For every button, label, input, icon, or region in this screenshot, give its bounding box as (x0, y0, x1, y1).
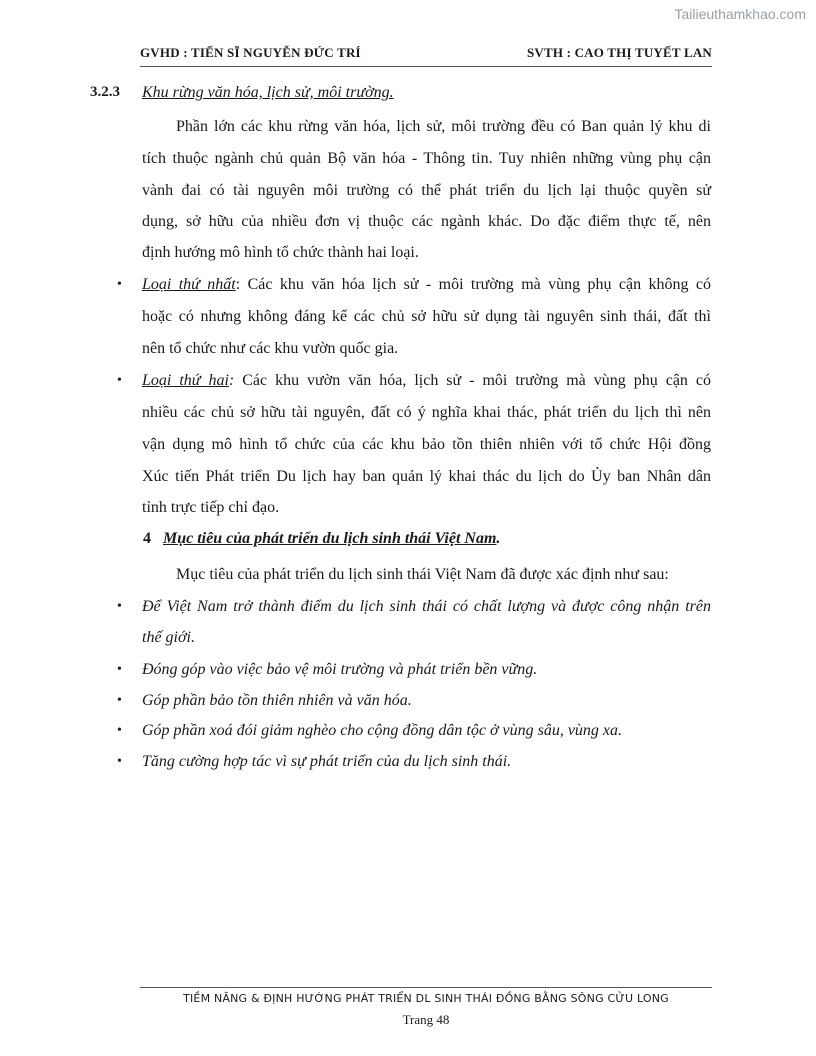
bullet-label: Loại thứ nhất (142, 276, 236, 293)
bullet-item-first-type (142, 275, 711, 295)
header-rule (140, 66, 712, 67)
bullet-line: vận dụng mô hình tổ chức của các khu bảo tồn thiên nhiên với tổ chức Hội đồng (142, 436, 711, 453)
header-advisor: GVHD : TIẾN SĨ NGUYỄN ĐỨC TRÍ (140, 45, 361, 60)
paragraph-line: tích thuộc ngành chủ quản Bộ văn hóa - Thông tin. Tuy nhiên những vùng phụ cận (142, 150, 711, 167)
bullet-line: nhiều các chủ sở hữu tài nguyên, đất có ý nghĩa khai thác, phát triển du lịch thì nên (142, 404, 711, 421)
bullet-line: Xúc tiến Phát triển Du lịch hay ban quản lý khai thác du lịch do Ủy ban Nhân dân (142, 468, 711, 485)
section-4-title (163, 530, 500, 548)
section-4-title-text: Mục tiêu của phát triển du lịch sinh thái Việt Nam (163, 530, 497, 547)
bullet-line: nên tổ chức như các khu vườn quốc gia. (142, 340, 399, 357)
goal-item: Đóng góp vào việc bảo vệ môi trường và phát triển bền vững. (142, 661, 538, 678)
bullet-marker: • (117, 599, 122, 614)
bullet-text: Các khu vườn văn hóa, lịch sử - môi trường mà vùng phụ cận có (234, 372, 711, 389)
goal-item: Tăng cường hợp tác vì sự phát triển của du lịch sinh thái. (142, 753, 512, 770)
section-number: 3.2.3 (90, 84, 120, 100)
goal-item: Góp phần bảo tồn thiên nhiên và văn hóa. (142, 692, 412, 709)
bullet-marker: • (117, 662, 122, 677)
footer-rule (140, 987, 712, 988)
bullet-line: tỉnh trực tiếp chỉ đạo. (142, 499, 280, 516)
bullet-marker: • (117, 373, 122, 388)
bullet-marker: • (117, 723, 122, 738)
bullet-marker: • (117, 693, 122, 708)
goal-item: Để Việt Nam trở thành điểm du lịch sinh thái có chất lượng và được công nhận trên (142, 598, 711, 615)
goal-item-cont: thế giới. (142, 629, 195, 646)
section-4-intro: Mục tiêu của phát triển du lịch sinh thái Việt Nam đã được xác định như sau: (176, 566, 669, 583)
goal-item: Góp phần xoá đói giảm nghèo cho cộng đồng dân tộc ở vùng sâu, vùng xa. (142, 722, 623, 739)
watermark: Tailieuthamkhao.com (674, 6, 806, 22)
bullet-line: hoặc có nhưng không đáng kể các chủ sở hữu sử dụng tài nguyên sinh thái, đất thì (142, 308, 711, 325)
bullet-marker: • (117, 277, 122, 292)
bullet-sep: : (228, 372, 235, 389)
section-title: Khu rừng văn hóa, lịch sử, môi trường. (142, 84, 394, 101)
paragraph-line: Phần lớn các khu rừng văn hóa, lịch sử, môi trường đều có Ban quản lý khu di (176, 118, 711, 135)
footer-title: TIỀM NĂNG & ĐỊNH HƯỚNG PHÁT TRIỂN DL SINH THÁI ĐỒNG BẰNG SÔNG CỬU LONG (183, 992, 669, 1005)
bullet-text: Các khu văn hóa lịch sử - môi trường mà vùng phụ cận không có (240, 276, 711, 293)
section-4-number: 4 (143, 530, 151, 547)
paragraph-line: dụng, sở hữu của nhiều đơn vị thuộc các ngành khác. Do đặc điểm thực tế, nên (142, 213, 711, 230)
bullet-marker: • (117, 754, 122, 769)
section-4-title-end: . (496, 530, 501, 547)
bullet-sep: : (235, 276, 241, 293)
header-student: SVTH : CAO THỊ TUYẾT LAN (526, 45, 712, 60)
paragraph-line: định hướng mô hình tổ chức thành hai loại. (142, 244, 419, 261)
bullet-item-second-type (142, 371, 711, 391)
bullet-label: Loại thứ hai (142, 372, 229, 389)
page-number: Trang 48 (402, 1012, 450, 1027)
paragraph-line: vành đai có tài nguyên môi trường có thể phát triển du lịch lại thuộc quyền sử (142, 182, 711, 199)
